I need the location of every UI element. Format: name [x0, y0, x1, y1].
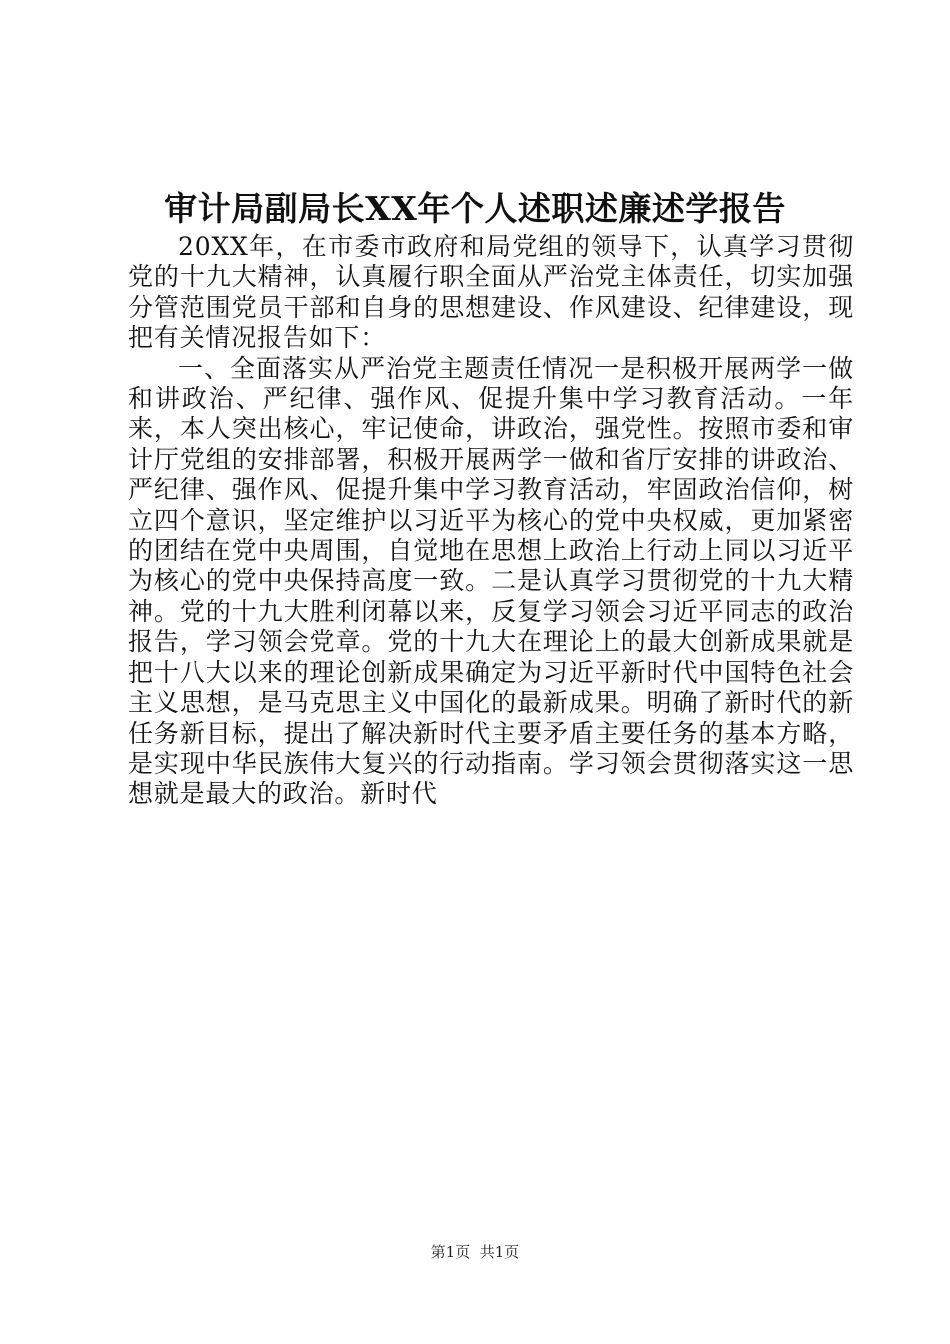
paragraph-intro: 20XX年，在市委市政府和局党组的领导下，认真学习贯彻党的十九大精神，认真履行职全面从严治党主体责任，切实加强分管范围党员干部和自身的思想建设、作风建设、纪律建设，现把有关情况报告如下：	[128, 232, 854, 353]
document-title: 审计局副局长XX年个人述职述廉述学报告	[164, 189, 786, 228]
page-number: 第1页	[430, 1243, 471, 1261]
document-body	[128, 232, 854, 810]
page-total: 共1页	[479, 1243, 520, 1261]
paragraph-section-one: 一、全面落实从严治党主题责任情况一是积极开展两学一做和讲政治、严纪律、强作风、促提升集中学习教育活动。一年来，本人突出核心，牢记使命，讲政治，强党性。按照市委和审计厅党组的安排部署，积极开展两学一做和省厅安排的讲政治、严纪律、强作风、促提升集中学习教育活动，牢固政治信仰，树立四个意识，坚定维护以习近平为核心的党中央权威，更加紧密的团结在党中央周围，自觉地在思想上政治上行动上同以习近平为核心的党中央保持高度一致。二是认真学习贯彻党的十九大精神。党的十九大胜利闭幕以来，反复学习领会习近平同志的政治报告，学习领会党章。党的十九大在理论上的最大创新成果就是把十八大以来的理论创新成果确定为习近平新时代中国特色社会主义思想，是马克思主义中国化的最新成果。明确了新时代的新任务新目标，提出了解决新时代主要矛盾主要任务的基本方略，是实现中华民族伟大复兴的行动指南。学习领会贯彻落实这一思想就是最大的政治。新时代	[128, 353, 854, 809]
page-footer	[0, 1242, 950, 1262]
